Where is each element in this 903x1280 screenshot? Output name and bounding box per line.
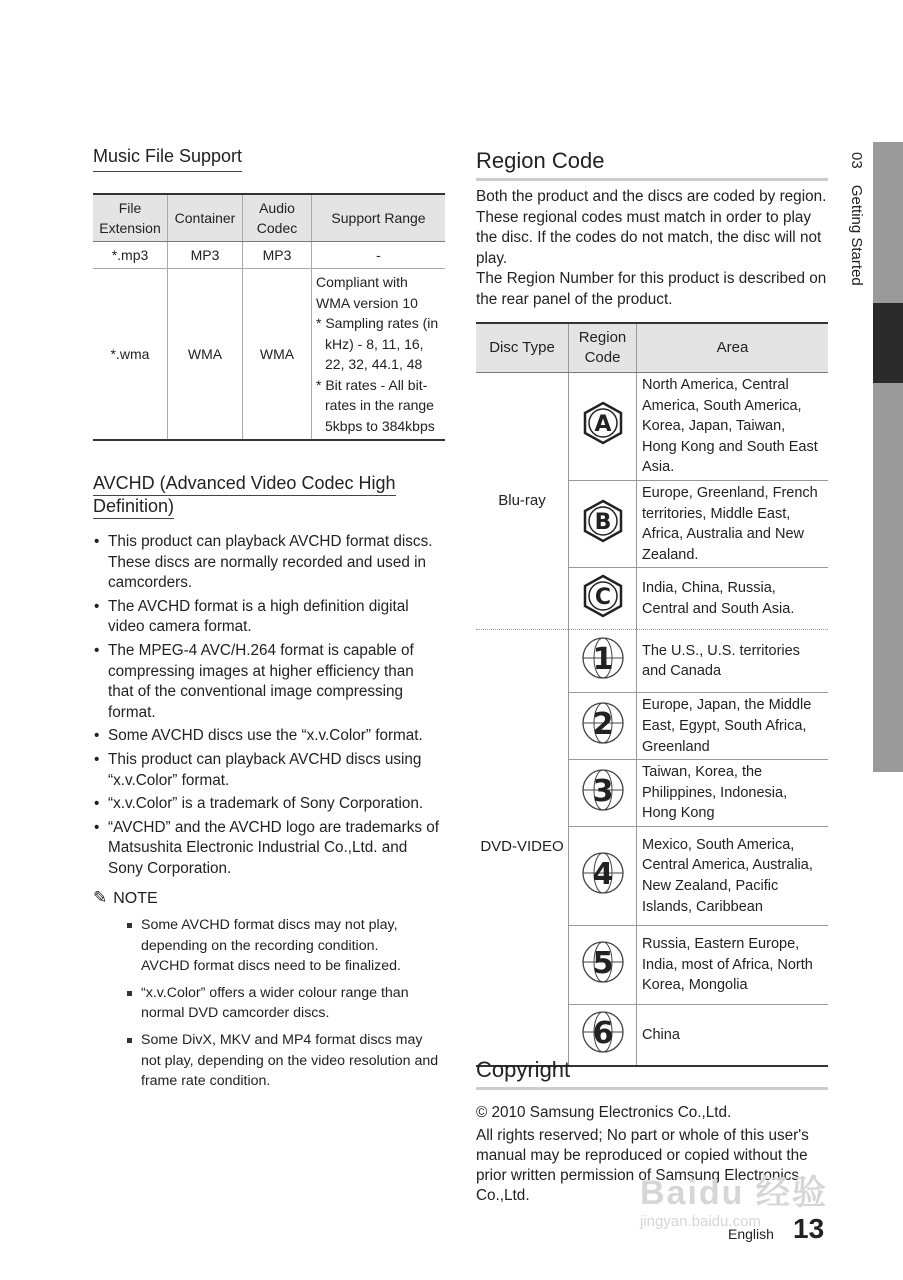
region-code-number: 6 bbox=[592, 1015, 613, 1051]
region-code-number: 5 bbox=[592, 945, 613, 981]
area-cell: North America, Central America, South America, Korea, Japan, Taiwan, Hong Kong and South East Asia. bbox=[637, 373, 829, 481]
region-a-icon bbox=[581, 401, 625, 445]
support-range-cell bbox=[312, 269, 446, 441]
table-header: Audio Codec bbox=[243, 194, 312, 242]
music-section-title: Music File Support bbox=[93, 146, 242, 172]
chapter-number: 03 bbox=[848, 152, 865, 169]
range-line: * Sampling rates (in kHz) - 8, 11, 16, 22, 32, 44.1, 48 bbox=[316, 315, 439, 372]
table-cell: *.mp3 bbox=[93, 242, 168, 269]
area-cell: China bbox=[637, 1004, 829, 1066]
region-5-icon bbox=[579, 939, 627, 985]
region-code-number: 3 bbox=[592, 773, 613, 809]
region-1-icon bbox=[579, 635, 627, 681]
range-line: * Bit rates - All bit-rates in the range 5kbps to 384kbps bbox=[316, 376, 435, 434]
list-item: • This product can playback AVCHD format discs. These discs are normally recorded and used in camcorders. bbox=[93, 532, 443, 594]
area-cell: The U.S., U.S. territories and Canada bbox=[637, 630, 829, 693]
avchd-section-title bbox=[93, 472, 433, 518]
region-c-icon bbox=[581, 574, 625, 618]
table-row bbox=[476, 630, 828, 693]
list-item: • “AVCHD” and the AVCHD logo are trademarks of Matsushita Electronic Industrial Co.,Ltd. and Sony Corporation. bbox=[93, 818, 443, 880]
area-cell: Europe, Greenland, French territories, Middle East, Africa, Australia and New Zealand. bbox=[637, 480, 829, 567]
list-item: • This product can playback AVCHD discs using “x.v.Color” format. bbox=[93, 750, 443, 791]
area-cell: Russia, Eastern Europe, India, most of Africa, North Korea, Mongolia bbox=[637, 925, 829, 1004]
range-line: Compliant with WMA version 10 bbox=[316, 274, 418, 311]
note-list bbox=[124, 915, 444, 1098]
note-text: “x.v.Color” offers a wider colour range than normal DVD camcorder discs. bbox=[141, 984, 409, 1022]
region-6-icon bbox=[579, 1009, 627, 1055]
table-cell: MP3 bbox=[168, 242, 243, 269]
region-code-table bbox=[476, 322, 828, 1067]
region-code-letter: C bbox=[594, 584, 611, 610]
area-cell: India, China, Russia, Central and South Asia. bbox=[637, 568, 829, 630]
region-code-cell bbox=[569, 925, 637, 1004]
table-row bbox=[93, 269, 445, 441]
region-text: The Region Number for this product is described on the rear panel of the product. bbox=[476, 270, 827, 308]
region-code-cell bbox=[569, 693, 637, 760]
region-code-cell bbox=[569, 760, 637, 827]
music-support-table bbox=[93, 193, 445, 441]
chapter-tab-marker bbox=[873, 303, 903, 383]
copyright-text: © 2010 Samsung Electronics Co.,Ltd. bbox=[476, 1104, 732, 1121]
region-code-cell bbox=[569, 568, 637, 630]
area-cell: Mexico, South America, Central America, Australia, New Zealand, Pacific Islands, Caribbean bbox=[637, 826, 829, 925]
list-item: • The AVCHD format is a high definition digital video camera format. bbox=[93, 597, 443, 638]
table-cell: WMA bbox=[168, 269, 243, 441]
region-code-cell bbox=[569, 373, 637, 481]
table-cell: MP3 bbox=[243, 242, 312, 269]
list-item: • The MPEG-4 AVC/H.264 format is capable of compressing images at higher efficiency than that of the conventional image compressing format. bbox=[93, 641, 443, 723]
table-cell: - bbox=[312, 242, 446, 269]
table-header-row bbox=[93, 194, 445, 242]
table-header: File Extension bbox=[93, 194, 168, 242]
note-item bbox=[124, 1030, 444, 1092]
region-code-cell bbox=[569, 826, 637, 925]
footer-language: English bbox=[728, 1226, 774, 1242]
table-cell: WMA bbox=[243, 269, 312, 441]
table-cell: *.wma bbox=[93, 269, 168, 441]
table-row bbox=[93, 242, 445, 269]
region-code-number: 1 bbox=[592, 642, 613, 678]
note-item bbox=[124, 983, 444, 1024]
note-text: Some AVCHD format discs may not play, depending on the recording condition. bbox=[141, 917, 398, 954]
region-2-icon bbox=[579, 700, 627, 746]
list-item: • Some AVCHD discs use the “x.v.Color” format. bbox=[93, 726, 443, 747]
table-header: Area bbox=[637, 323, 829, 373]
watermark-url: jingyan.baidu.com bbox=[640, 1213, 761, 1230]
region-code-number: 4 bbox=[592, 856, 613, 892]
note-item bbox=[124, 915, 444, 977]
note-text: Some DivX, MKV and MP4 format discs may not play, depending on the video resolution and frame rate condition. bbox=[141, 1031, 439, 1090]
baidu-watermark: Baidu 经验 bbox=[640, 1174, 828, 1212]
table-header-row bbox=[476, 323, 828, 373]
table-header: Region Code bbox=[569, 323, 637, 373]
chapter-tab-text bbox=[848, 152, 865, 286]
region-paragraph bbox=[476, 187, 828, 311]
note-text: AVCHD format discs need to be finalized. bbox=[141, 958, 401, 975]
area-cell: Europe, Japan, the Middle East, Egypt, South Africa, Greenland bbox=[637, 693, 829, 760]
area-cell: Taiwan, Korea, the Philippines, Indonesia, Hong Kong bbox=[637, 760, 829, 827]
region-section-title: Region Code bbox=[476, 148, 828, 181]
region-b-icon bbox=[581, 499, 625, 543]
table-header: Support Range bbox=[312, 194, 446, 242]
region-3-icon bbox=[579, 767, 627, 813]
region-4-icon bbox=[579, 850, 627, 896]
region-code-letter: A bbox=[593, 412, 612, 438]
table-header: Container bbox=[168, 194, 243, 242]
note-heading bbox=[93, 888, 158, 908]
page-number: 13 bbox=[793, 1213, 825, 1244]
chapter-label: Getting Started bbox=[848, 184, 865, 286]
pencil-icon: ✎ bbox=[93, 888, 108, 907]
copyright-section-title: Copyright bbox=[476, 1057, 828, 1090]
table-header: Disc Type bbox=[476, 323, 569, 373]
copyright-text: All rights reserved; No part or whole of this user's manual may be reproduced or copied without the prior written permission of Samsung Electronics Co.,Ltd. bbox=[476, 1127, 809, 1204]
avchd-bullet-list bbox=[93, 532, 443, 883]
region-code-cell bbox=[569, 630, 637, 693]
list-item: • “x.v.Color” is a trademark of Sony Corporation. bbox=[93, 794, 443, 815]
region-text: Both the product and the discs are coded by region. These regional codes must match in order to play the disc. If the codes do not match, the disc will not play. bbox=[476, 188, 827, 267]
table-row bbox=[476, 373, 828, 481]
region-code-letter: B bbox=[594, 509, 611, 535]
disc-type-bluray: Blu-ray bbox=[476, 373, 569, 630]
avchd-title-text: AVCHD (Advanced Video Codec High Definition) bbox=[93, 473, 396, 519]
region-code-number: 2 bbox=[592, 706, 613, 742]
note-label: NOTE bbox=[113, 890, 158, 907]
region-code-cell bbox=[569, 480, 637, 567]
disc-type-dvd: DVD-VIDEO bbox=[476, 630, 569, 1066]
